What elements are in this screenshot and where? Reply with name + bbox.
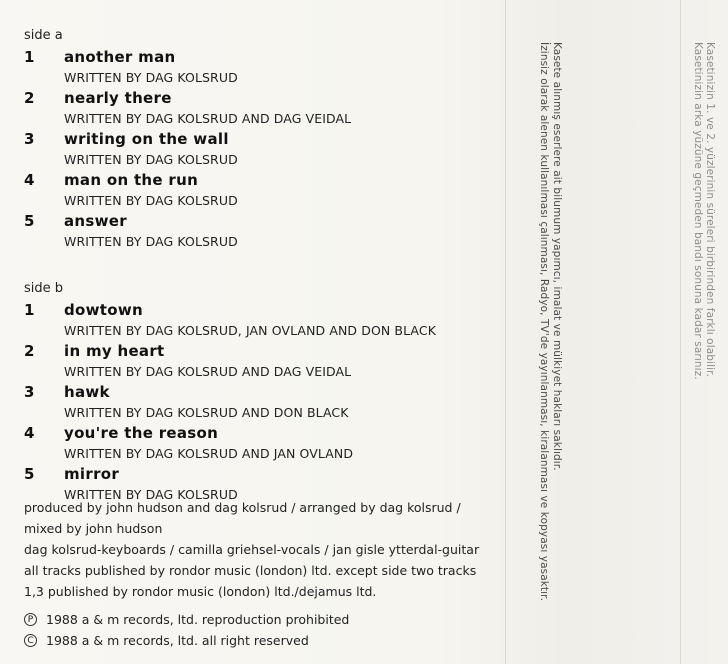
track-title: nearly there: [64, 89, 172, 107]
track-number: 5: [24, 212, 35, 230]
track-title: another man: [64, 48, 176, 66]
track-item: [24, 422, 524, 463]
footer-line: 1,3 published by rondor music (london) ltd./dejamus ltd.: [24, 584, 377, 599]
track-credit: WRITTEN BY DAG KOLSRUD AND DAG VEIDAL: [64, 111, 352, 126]
phonogram-text: 1988 a & m records, ltd. reproduction prohibited: [46, 611, 350, 627]
track-credit: WRITTEN BY DAG KOLSRUD: [64, 152, 238, 167]
track-credit: WRITTEN BY DAG KOLSRUD: [64, 193, 238, 208]
side-a-label: side a: [24, 28, 63, 43]
copyright-block: [24, 609, 349, 651]
side-panel-text: Kasetinizin arka yüzüne geçmeden bandı sonuna kadar sarınız.: [692, 42, 704, 380]
footer-line: produced by john hudson and dag kolsrud / arranged by dag kolsrud /: [24, 500, 461, 515]
track-item: [24, 87, 524, 128]
track-number: 2: [24, 342, 35, 360]
credits-footer: [24, 498, 504, 603]
copyright-line: [24, 630, 349, 651]
footer-line: dag kolsrud-keyboards / camilla griehsel-vocals / jan gisle ytterdal-guitar: [24, 542, 480, 557]
track-number: 2: [24, 89, 35, 107]
phonogram-icon: P: [24, 613, 37, 626]
track-number: 3: [24, 130, 35, 148]
track-title: you're the reason: [64, 424, 219, 442]
side-panel-text: İzinsiz olarak alenen kullanılması çalınması, Radyo, TV'de yayınlanması, kiralanması ve kopyası yasaktır.: [538, 42, 550, 602]
track-number: 3: [24, 383, 35, 401]
track-item: [24, 299, 524, 340]
track-number: 4: [24, 424, 35, 442]
track-credit: WRITTEN BY DAG KOLSRUD: [64, 487, 238, 502]
track-item: [24, 46, 524, 87]
tracklist: [24, 28, 524, 504]
footer-line: mixed by john hudson: [24, 521, 163, 536]
track-credit: WRITTEN BY DAG KOLSRUD AND DON BLACK: [64, 405, 349, 420]
fold-line: [680, 0, 681, 664]
track-number: 5: [24, 465, 35, 483]
copyright-icon: C: [24, 634, 37, 647]
track-item: [24, 128, 524, 169]
track-credit: WRITTEN BY DAG KOLSRUD: [64, 234, 238, 249]
track-credit: WRITTEN BY DAG KOLSRUD AND DAG VEIDAL: [64, 364, 352, 379]
track-item: [24, 210, 524, 251]
track-item: [24, 381, 524, 422]
track-credit: WRITTEN BY DAG KOLSRUD, JAN OVLAND AND DON BLACK: [64, 323, 436, 338]
track-title: in my heart: [64, 342, 165, 360]
track-number: 4: [24, 171, 35, 189]
copyright-text: 1988 a & m records, ltd. all right reserved: [46, 632, 309, 648]
track-title: dowtown: [64, 301, 144, 319]
track-number: 1: [24, 301, 35, 319]
side-b-label: side b: [24, 281, 64, 296]
track-item: [24, 169, 524, 210]
track-item: [24, 340, 524, 381]
track-credit: WRITTEN BY DAG KOLSRUD: [64, 70, 238, 85]
spacer: [24, 251, 524, 281]
phonogram-line: [24, 609, 349, 630]
footer-line: all tracks published by rondor music (london) ltd. except side two tracks: [24, 563, 477, 578]
track-title: writing on the wall: [64, 130, 229, 148]
track-credit: WRITTEN BY DAG KOLSRUD AND JAN OVLAND: [64, 446, 354, 461]
track-title: answer: [64, 212, 127, 230]
side-panel-text: Kasetinizin 1. ve 2. yüzlerinin süreleri birbirinden farklı olabilir.: [704, 42, 716, 377]
side-panel-text: Kasete alınmış eserlere ait bilumum yapımcı, imalat ve mülkiyet hakları saklıdır.: [551, 42, 563, 471]
track-title: hawk: [64, 383, 110, 401]
track-title: mirror: [64, 465, 120, 483]
track-number: 1: [24, 48, 35, 66]
track-title: man on the run: [64, 171, 199, 189]
